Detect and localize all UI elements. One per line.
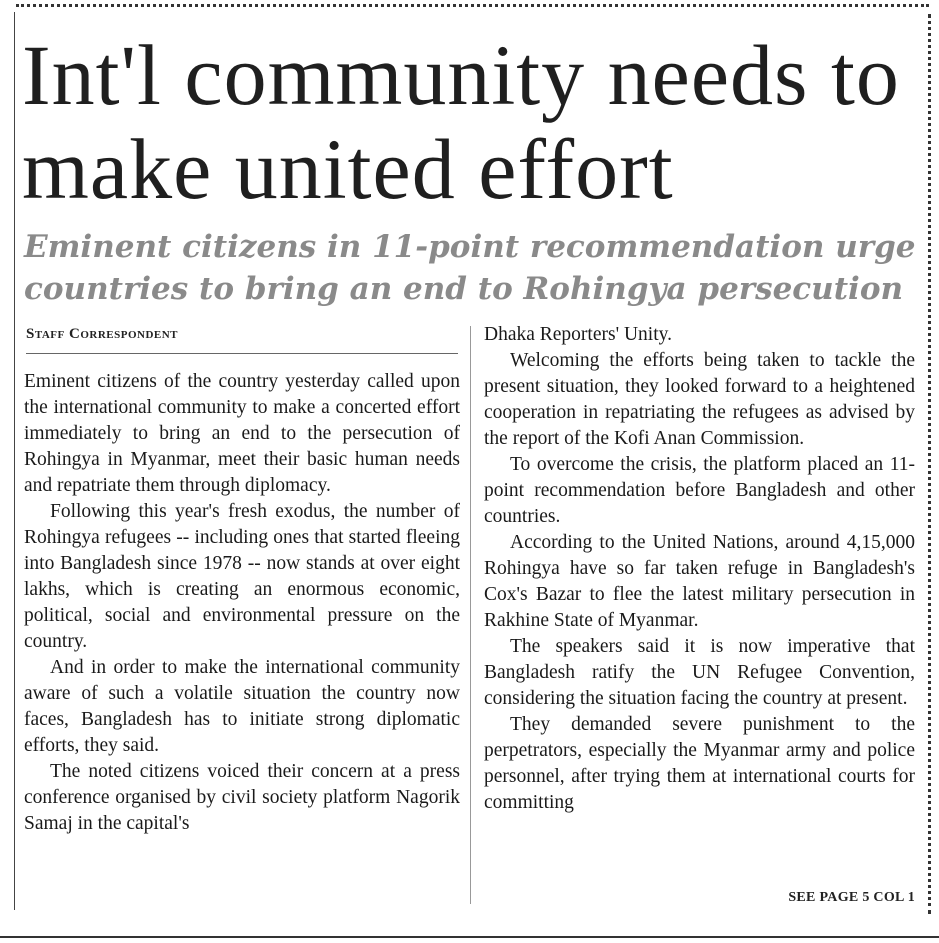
paragraph: Dhaka Reporters' Unity.: [484, 324, 672, 345]
left-column-rule: [14, 12, 15, 910]
top-dotted-border: [16, 4, 929, 7]
article-column-right: [484, 322, 915, 816]
paragraph: And in order to make the international community aware of such a volatile situation the country now faces, Bangladesh has to initiate strong diplomatic efforts, they said.: [24, 657, 460, 756]
subheadline: Eminent citizens in 11-point recommendation urge countries to bring an end to Rohingya persecution: [24, 229, 916, 307]
article-column-left: [24, 369, 460, 837]
paragraph: According to the United Nations, around 4,15,000 Rohingya have so far taken refuge in Bangladesh's Cox's Bazar to flee the latest military persecution in Rakhine State of Myanmar.: [484, 532, 915, 631]
paragraph: Welcoming the efforts being taken to tackle the present situation, they looked forward to a heightened cooperation in repatriating the refugees as advised by the report of the Kofi Anan Commission.: [484, 350, 915, 449]
paragraph: The noted citizens voiced their concern at a press conference organised by civil society platform Nagorik Samaj in the capital's: [24, 761, 460, 834]
bottom-rule: [0, 936, 939, 938]
paragraph: Following this year's fresh exodus, the number of Rohingya refugees -- including ones that started fleeing into Bangladesh since 1978 -- now stands at over eight lakhs, which is creating an enormous economic, political, social and environmental pressure on the country.: [24, 501, 460, 652]
headline: Int'l community needs to make united effort: [22, 27, 900, 217]
right-dotted-border: [928, 14, 931, 914]
paragraph: Eminent citizens of the country yesterday called upon the international community to make a concerted effort immediately to bring an end to the persecution of Rohingya in Myanmar, meet their basic human needs and repatriate them through diplomacy.: [24, 371, 460, 496]
paragraph: The speakers said it is now imperative that Bangladesh ratify the UN Refugee Convention, considering the situation facing the country at present.: [484, 636, 915, 709]
column-divider: [470, 326, 471, 904]
byline-rule: [26, 353, 458, 354]
paragraph: To overcome the crisis, the platform placed an 11-point recommendation before Bangladesh and other countries.: [484, 454, 915, 527]
continuation-label: SEE PAGE 5 COL 1: [788, 890, 915, 905]
paragraph: They demanded severe punishment to the perpetrators, especially the Myanmar army and police personnel, after trying them at international courts for committing: [484, 714, 915, 813]
byline: Staff Correspondent: [26, 326, 179, 342]
